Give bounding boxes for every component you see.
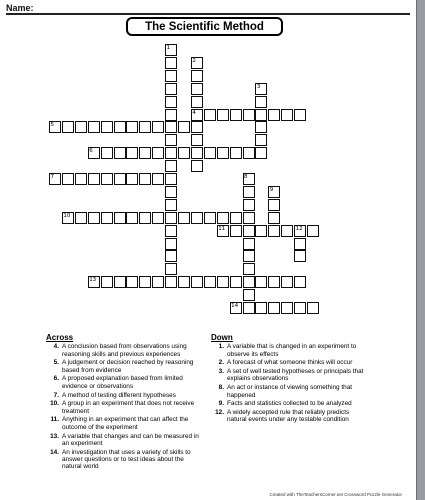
- clue-number-label: 8: [244, 174, 248, 180]
- crossword-cell[interactable]: [243, 238, 255, 250]
- crossword-cell[interactable]: [101, 147, 113, 159]
- crossword-cell[interactable]: [75, 121, 87, 133]
- crossword-cell[interactable]: [178, 147, 190, 159]
- clue-number: 10.: [50, 400, 59, 408]
- crossword-cell[interactable]: [165, 70, 177, 82]
- down-clue: [211, 400, 369, 407]
- crossword-cell[interactable]: [165, 96, 177, 108]
- crossword-cell[interactable]: [268, 212, 280, 224]
- across-heading: Across: [46, 333, 74, 342]
- clue-text: A judgement or decision reached by reasoning based from evidence: [62, 359, 194, 374]
- crossword-cell[interactable]: [243, 109, 255, 121]
- crossword-cell[interactable]: [139, 212, 151, 224]
- crossword-cell[interactable]: [126, 276, 138, 288]
- clue-text: Facts and statistics collected to be analyzed: [227, 400, 352, 408]
- crossword-cell[interactable]: [268, 302, 280, 314]
- crossword-cell[interactable]: [217, 109, 229, 121]
- crossword-cell[interactable]: [307, 302, 319, 314]
- crossword-cell[interactable]: [243, 276, 255, 288]
- down-clue: [211, 384, 369, 399]
- crossword-cell[interactable]: [268, 225, 280, 237]
- clue-number: 14.: [50, 448, 59, 456]
- crossword-cell[interactable]: [191, 134, 203, 146]
- crossword-cell[interactable]: [101, 276, 113, 288]
- crossword-cell[interactable]: [204, 212, 216, 224]
- crossword-cell[interactable]: [191, 212, 203, 224]
- crossword-cell[interactable]: [191, 276, 203, 288]
- crossword-cell[interactable]: [243, 186, 255, 198]
- crossword-cell[interactable]: [255, 302, 267, 314]
- crossword-cell[interactable]: [268, 276, 280, 288]
- crossword-cell[interactable]: [165, 263, 177, 275]
- crossword-cell[interactable]: [243, 147, 255, 159]
- crossword-cell[interactable]: [281, 302, 293, 314]
- crossword-cell[interactable]: [281, 225, 293, 237]
- crossword-cell[interactable]: [126, 212, 138, 224]
- crossword-cell[interactable]: [126, 147, 138, 159]
- crossword-cell[interactable]: [165, 147, 177, 159]
- crossword-cell[interactable]: [243, 263, 255, 275]
- clue-number-label: 5: [50, 122, 54, 129]
- down-clue: [211, 368, 369, 383]
- across-clue: [46, 375, 204, 390]
- clue-text: A variable that is changed in an experiment to observe its effects: [227, 343, 357, 358]
- crossword-cell[interactable]: [255, 121, 267, 133]
- clue-text: A proposed explanation based from limited evidence or observations: [62, 375, 183, 390]
- clue-text: A variable that changes and can be measured in an experiment: [62, 432, 199, 447]
- clue-number-label: 6: [89, 148, 93, 155]
- clue-number: 8.: [218, 384, 224, 392]
- clue-number: 2.: [218, 359, 224, 367]
- clue-text: A forecast of what someone thinks will occur: [227, 359, 353, 367]
- clue-text: Anything in an experiment that can affect the outcome of the experiment: [62, 416, 189, 431]
- crossword-cell[interactable]: [126, 173, 138, 185]
- crossword-cell[interactable]: [165, 212, 177, 224]
- crossword-cell[interactable]: [243, 302, 255, 314]
- crossword-cell[interactable]: [217, 147, 229, 159]
- clue-number-label: 14: [231, 303, 239, 309]
- crossword-cell[interactable]: [165, 121, 177, 133]
- clue-number: 11.: [50, 416, 59, 424]
- clue-text: An act or instance of viewing something that happened: [227, 384, 353, 399]
- crossword-cell[interactable]: [139, 276, 151, 288]
- across-clue: [46, 400, 204, 415]
- crossword-cell[interactable]: [165, 83, 177, 95]
- across-clues: [46, 334, 204, 472]
- down-heading: Down: [211, 333, 233, 342]
- crossword-cell[interactable]: [114, 173, 126, 185]
- clue-number-label: 4: [192, 109, 196, 116]
- crossword-cell[interactable]: [294, 250, 306, 262]
- crossword-cell[interactable]: [230, 109, 242, 121]
- clue-number-label: 7: [50, 174, 54, 180]
- clue-number: 3.: [218, 368, 224, 376]
- crossword-cell[interactable]: [217, 276, 229, 288]
- crossword-cell[interactable]: [114, 212, 126, 224]
- crossword-cell[interactable]: [139, 121, 151, 133]
- clue-number: 12.: [215, 409, 224, 417]
- crossword-cell[interactable]: [204, 276, 216, 288]
- down-clue: [211, 359, 369, 366]
- clue-number: 13.: [50, 432, 59, 440]
- clue-number-label: 12: [295, 225, 303, 232]
- crossword-cell[interactable]: [281, 109, 293, 121]
- clue-number-label: 13: [89, 277, 97, 284]
- across-clue: [46, 416, 204, 431]
- clue-text: A group in an experiment that does not receive treatment: [62, 400, 195, 415]
- crossword-cell[interactable]: [204, 147, 216, 159]
- crossword-cell[interactable]: [243, 225, 255, 237]
- crossword-cell[interactable]: [255, 225, 267, 237]
- clue-text: An investigation that uses a variety of skills to answer questions or to test ideas about the natural world: [62, 448, 191, 471]
- crossword-cell[interactable]: [268, 199, 280, 211]
- crossword-cell[interactable]: [294, 302, 306, 314]
- crossword-cell[interactable]: [191, 96, 203, 108]
- crossword-cell[interactable]: [191, 147, 203, 159]
- crossword-cell[interactable]: [139, 147, 151, 159]
- clue-number-label: 1: [166, 45, 171, 51]
- clue-number: 5.: [53, 359, 59, 367]
- clue-number-label: 11: [218, 225, 226, 232]
- down-clues: [211, 334, 369, 425]
- clue-number: 4.: [53, 343, 59, 351]
- crossword-cell[interactable]: [165, 225, 177, 237]
- clue-text: A set of well tested hypotheses or principals that explains observations: [227, 368, 364, 383]
- clue-number-label: 10: [63, 212, 71, 219]
- crossword-cell[interactable]: [243, 250, 255, 262]
- crossword-cell[interactable]: [230, 147, 242, 159]
- crossword-cell[interactable]: [114, 147, 126, 159]
- crossword-cell[interactable]: [230, 276, 242, 288]
- crossword-cell[interactable]: [165, 173, 177, 185]
- crossword-cell[interactable]: [101, 212, 113, 224]
- crossword-cell[interactable]: [230, 225, 242, 237]
- crossword-cell[interactable]: [139, 173, 151, 185]
- clue-number-label: 2: [192, 57, 196, 64]
- crossword-cell[interactable]: [165, 238, 177, 250]
- crossword-cell[interactable]: [191, 160, 203, 172]
- clue-number: 1.: [218, 343, 224, 351]
- name-label: Name:: [6, 3, 34, 13]
- crossword-cell[interactable]: [62, 173, 74, 185]
- down-clue: [211, 409, 369, 424]
- clue-number: 6.: [53, 375, 59, 383]
- crossword-cell[interactable]: [294, 276, 306, 288]
- crossword-cell[interactable]: [88, 173, 100, 185]
- crossword-cell[interactable]: [165, 109, 177, 121]
- crossword-cell[interactable]: [152, 121, 164, 133]
- crossword-cell[interactable]: [255, 276, 267, 288]
- crossword-cell[interactable]: [294, 109, 306, 121]
- crossword-cell[interactable]: [217, 212, 229, 224]
- crossword-cell[interactable]: [101, 173, 113, 185]
- crossword-cell[interactable]: [243, 212, 255, 224]
- crossword-cell[interactable]: [114, 276, 126, 288]
- clue-number: 9.: [218, 400, 224, 408]
- crossword-cell[interactable]: [152, 147, 164, 159]
- crossword-cell[interactable]: [165, 134, 177, 146]
- clue-number-label: 9: [269, 186, 274, 193]
- clue-text: A conclusion based from observations using reasoning skills and previous experiences: [62, 343, 187, 358]
- crossword-cell[interactable]: [191, 83, 203, 95]
- crossword-cell[interactable]: [255, 147, 267, 159]
- crossword-cell[interactable]: [243, 199, 255, 211]
- across-clue: [46, 343, 204, 358]
- crossword-cell[interactable]: [178, 276, 190, 288]
- crossword-cell[interactable]: [101, 121, 113, 133]
- crossword-cell[interactable]: [191, 121, 203, 133]
- crossword-cell[interactable]: [114, 121, 126, 133]
- crossword-cell[interactable]: [152, 276, 164, 288]
- clue-text: A method of testing different hypotheses: [62, 391, 176, 399]
- clue-text: A widely accepted rule that reliably predicts natural events under any testable condition: [227, 409, 350, 424]
- crossword-cell[interactable]: [230, 212, 242, 224]
- crossword-cell[interactable]: [62, 121, 74, 133]
- across-clue: [46, 392, 204, 399]
- crossword-cell[interactable]: [152, 173, 164, 185]
- across-clue: [46, 433, 204, 448]
- crossword-cell[interactable]: [307, 225, 319, 237]
- crossword-cell[interactable]: [88, 212, 100, 224]
- crossword-cell[interactable]: [165, 160, 177, 172]
- clue-number-label: 3: [256, 83, 261, 90]
- across-clue: [46, 449, 204, 471]
- crossword-cell[interactable]: [152, 212, 164, 224]
- crossword-cell[interactable]: [255, 96, 267, 108]
- crossword-cell[interactable]: [75, 173, 87, 185]
- crossword-cell[interactable]: [178, 121, 190, 133]
- across-clue: [46, 359, 204, 374]
- crossword-cell[interactable]: [165, 186, 177, 198]
- crossword-cell[interactable]: [178, 212, 190, 224]
- crossword-cell[interactable]: [88, 121, 100, 133]
- crossword-cell[interactable]: [281, 276, 293, 288]
- clue-number: 7.: [53, 391, 59, 399]
- crossword-cell[interactable]: [126, 121, 138, 133]
- crossword-cell[interactable]: [75, 212, 87, 224]
- crossword-cell[interactable]: [165, 250, 177, 262]
- crossword-cell[interactable]: [243, 289, 255, 301]
- crossword-cell[interactable]: [165, 276, 177, 288]
- footer-credit: Created with TheTeachersCorner.net Crossword Puzzle Generator: [269, 492, 402, 497]
- crossword-cell[interactable]: [255, 134, 267, 146]
- crossword-cell[interactable]: [204, 109, 216, 121]
- crossword-cell[interactable]: [191, 70, 203, 82]
- crossword-cell[interactable]: [165, 199, 177, 211]
- down-clue: [211, 343, 369, 358]
- crossword-cell[interactable]: [294, 238, 306, 250]
- crossword-cell[interactable]: [268, 109, 280, 121]
- crossword-cell[interactable]: [255, 109, 267, 121]
- crossword-cell[interactable]: [165, 57, 177, 69]
- page-title: The Scientific Method: [126, 17, 283, 36]
